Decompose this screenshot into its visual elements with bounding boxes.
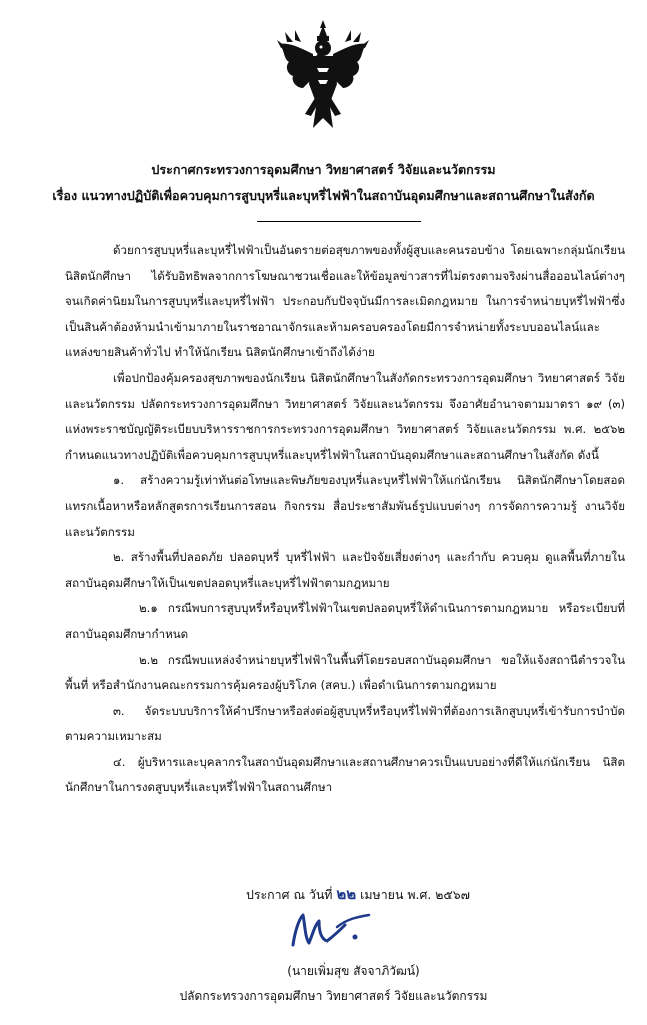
item-1: ๑. สร้างความรู้เท่าทันต่อโทษและพิษภัยของบุหรี่และบุหรี่ไฟฟ้าให้แก่นักเรียน นิสิตนักศึกษาโดยสอดแทรกเนื้อหาหรือหลักสูตรการเรียนการสอน กิจกรรม สื่อประชาสัมพันธ์รูปแบบต่างๆ การจัดการความรู้ งานวิจัย และนวัตกรรม xyxy=(65,473,625,539)
announcement-body xyxy=(65,238,625,801)
title-divider xyxy=(257,221,421,222)
garuda-emblem-icon xyxy=(275,18,371,130)
announcement-subject: เรื่อง แนวทางปฏิบัติเพื่อควบคุมการสูบบุหรี่และบุหรี่ไฟฟ้าในสถาบันอุดมศึกษาและสถานศึกษาในสังกัด xyxy=(52,188,595,203)
item-2-2: ๒.๒ กรณีพบแหล่งจำหน่ายบุหรี่ไฟฟ้าในพื้นที่โดยรอบสถาบันอุดมศึกษา ขอให้แจ้งสถานีตำรวจในพื้นที่ หรือสำนักงานคณะกรรมการคุ้มครองผู้บริโภค (สคบ.) เพื่อดำเนินการตามกฎหมาย xyxy=(65,652,625,693)
date-suffix: เมษายน พ.ศ. ๒๕๖๗ xyxy=(360,887,470,902)
signatory-name: (นายเพิ่มสุข สัจจาภิวัฒน์) xyxy=(287,964,420,978)
item-3: ๓. จัดระบบบริการให้คำปรึกษาหรือส่งต่อผู้สูบบุหรี่หรือบุหรี่ไฟฟ้าที่ต้องการเลิกสูบบุหรี่เข้ารับการบำบัดตามความเหมาะสม xyxy=(65,703,625,744)
date-prefix: ประกาศ ณ วันที่ xyxy=(246,887,333,902)
handwritten-signature xyxy=(285,905,375,953)
paragraph-authority: เพื่อปกป้องคุ้มครองสุขภาพของนักเรียน นิสิตนักศึกษาในสังกัดกระทรวงการอุดมศึกษา วิทยาศาสตร์ วิจัยและนวัตกรรม ปลัดกระทรวงการอุดมศึกษา วิทยาศาสตร์ วิจัยและนวัตกรรม จึงอาศัยอำนาจตามมาตรา ๑๙ (๓) แห่งพระราชบัญญัติระเบียบบริหารราชการกระทรวงการอุดมศึกษา วิทยาศาสตร์ วิจัยและนวัตกรรม พ.ศ. ๒๕๖๒ กำหนดแนวทางปฏิบัติเพื่อควบคุมการสูบบุหรี่และบุหรี่ไฟฟ้าในสถาบันอุดมศึกษาและสถานศึกษาในสังกัด ดังนี้ xyxy=(65,370,625,462)
announcement-title: ประกาศกระทรวงการอุดมศึกษา วิทยาศาสตร์ วิจัยและนวัตกรรม xyxy=(151,162,496,177)
signatory-position: ปลัดกระทรวงการอุดมศึกษา วิทยาศาสตร์ วิจัยและนวัตกรรม xyxy=(179,989,488,1003)
item-2-1: ๒.๑ กรณีพบการสูบบุหรี่หรือบุหรี่ไฟฟ้าในเขตปลอดบุหรี่ให้ดำเนินการตามกฎหมาย หรือระเบียบที่สถาบันอุดมศึกษากำหนด xyxy=(65,601,625,641)
paragraph-background: ด้วยการสูบบุหรี่และบุหรี่ไฟฟ้าเป็นอันตรายต่อสุขภาพของทั้งผู้สูบและคนรอบข้าง โดยเฉพาะกลุ่มนักเรียน นิสิตนักศึกษา ได้รับอิทธิพลจากการโฆษณาชวนเชื่อและให้ข้อมูลข่าวสารที่ไม่ตรงตามจริงผ่านสื่อออนไลน์ต่างๆ จนเกิดค่านิยมในการสูบบุหรี่และบุหรี่ไฟฟ้า ประกอบกับปัจจุบันมีการละเมิดกฎหมาย ในการจำหน่ายบุหรี่ไฟฟ้าซึ่งเป็นสินค้าต้องห้ามนำเข้ามาภายในราชอาณาจักรและห้ามครอบครองโดยมีการจำหน่ายทั้งระบบออนไลน์และแหล่งขายสินค้าทั่วไป ทำให้นักเรียน นิสิตนักศึกษาเข้าถึงได้ง่าย xyxy=(65,243,625,360)
item-4: ๔. ผู้บริหารและบุคลากรในสถาบันอุดมศึกษาและสถานศึกษาควรเป็นแบบอย่างที่ดีให้แก่นักเรียน นิสิตนักศึกษาในการงดสูบบุหรี่และบุหรี่ไฟฟ้าในสถานศึกษา xyxy=(65,754,625,795)
date-day: ๒๒ xyxy=(336,885,357,903)
announcement-date xyxy=(246,882,470,906)
item-2: ๒. สร้างพื้นที่ปลอดภัย ปลอดบุหรี่ บุหรี่ไฟฟ้า และปัจจัยเสี่ยงต่างๆ และกำกับ ควบคุม ดูแลพื้นที่ภายในสถาบันอุดมศึกษาให้เป็นเขตปลอดบุหรี่และบุหรี่ไฟฟ้าตามกฎหมาย xyxy=(65,550,625,590)
